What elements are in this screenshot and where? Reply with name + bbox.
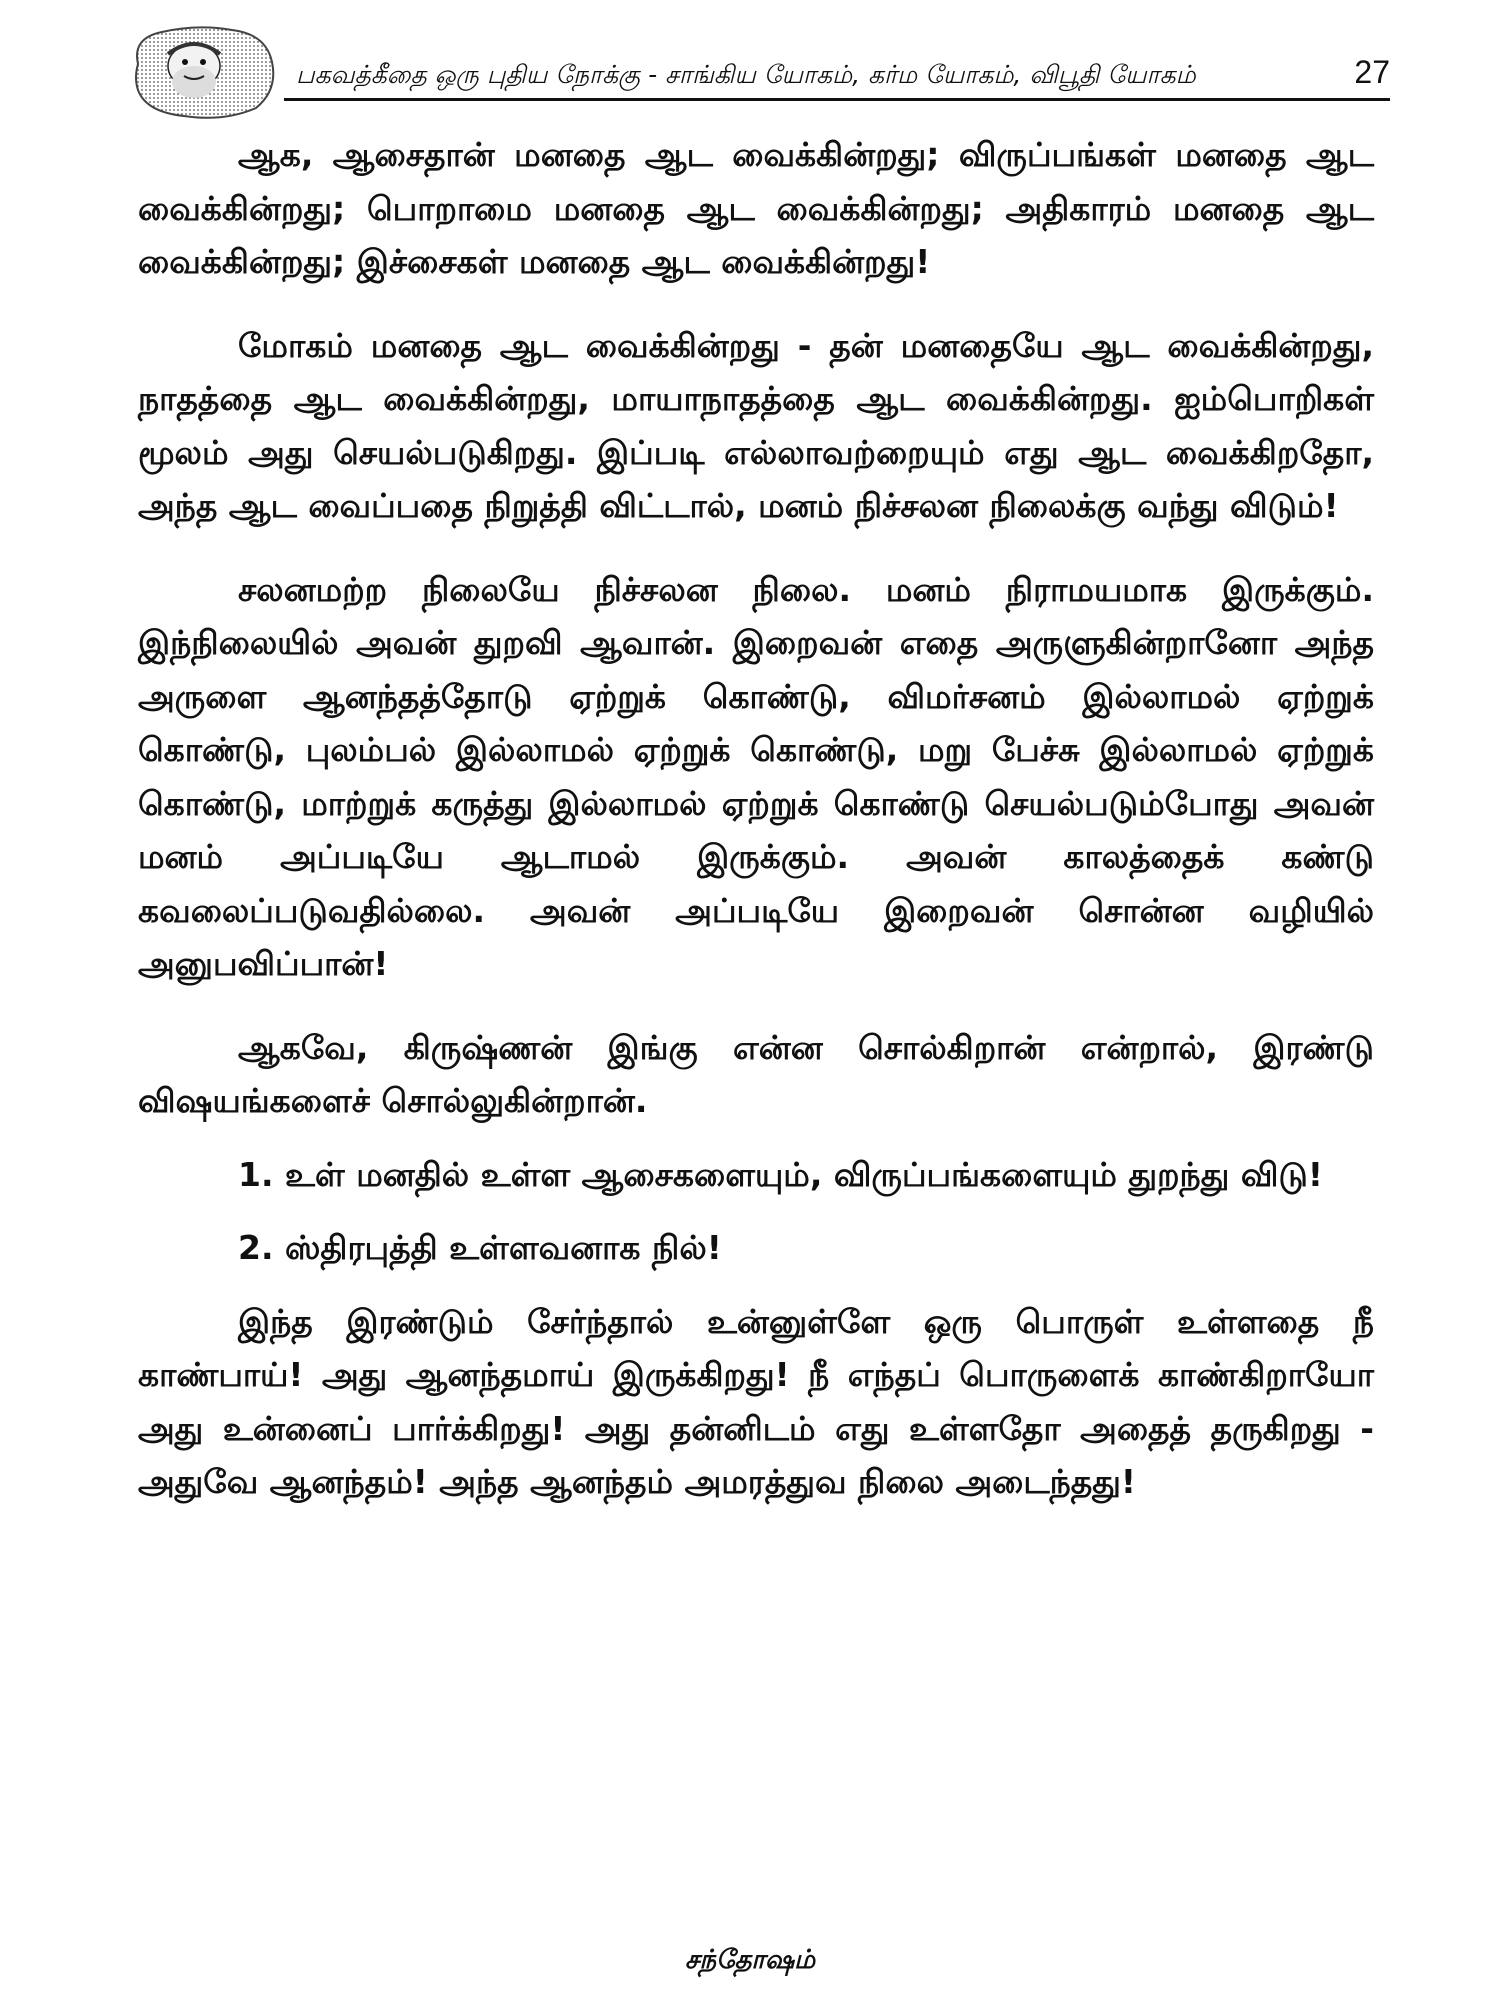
paragraph-3: சலனமற்ற நிலையே நிச்சலன நிலை. மனம் நிராமயமாக இருக்கும். இந்நிலையில் அவன் துறவி ஆவான். இறைவன் எதை அருளுகின்றானோ அந்த அருளை ஆனந்தத்தோடு ஏற்றுக் கொண்டு, விமர்சனம் இல்லாமல் ஏற்றுக் கொண்டு, புலம்பல் இல்லாமல் ஏற்றுக் கொண்டு, மறு பேச்சு இல்லாமல் ஏற்றுக் கொண்டு, மாற்றுக் கருத்து இல்லாமல் ஏற்றுக் கொண்டு செயல்படும்போது அவன் மனம் அப்படியே ஆடாமல் இருக்கும். அவன் காலத்தைக் கண்டு கவலைப்படுவதில்லை. அவன் அப்படியே இறைவன் சொன்ன வழியில் அனுபவிப்பான்! xyxy=(138,569,1374,983)
page-body xyxy=(138,128,1374,1539)
sage-portrait-icon xyxy=(128,24,278,120)
paragraph-2: மோகம் மனதை ஆட வைக்கின்றது - தன் மனதையே ஆட வைக்கின்றது, நாதத்தை ஆட வைக்கின்றது, மாயாநாதத்தை ஆட வைக்கின்றது. ஐம்பொறிகள் மூலம் அது செயல்படுகிறது. இப்படி எல்லாவற்றையும் எது ஆட வைக்கிறதோ, அந்த ஆட வைப்பதை நிறுத்தி விட்டால், மனம் நிச்சலன நிலைக்கு வந்து விடும்! xyxy=(138,325,1374,525)
list-item-1: 1. உள் மனதில் உள்ள ஆசைகளையும், விருப்பங்களையும் துறந்து விடு! xyxy=(238,1154,1323,1194)
page-number: 27 xyxy=(1354,54,1390,90)
page-footer: சந்தோஷம் xyxy=(684,1945,816,1975)
paragraph-4: ஆகவே, கிருஷ்ணன் இங்கு என்ன சொல்கிறான் என்றால், இரண்டு விஷயங்களைச் சொல்லுகின்றான். xyxy=(138,1027,1374,1120)
header-divider xyxy=(284,98,1390,101)
paragraph-5: இந்த இரண்டும் சேர்ந்தால் உன்னுள்ளே ஒரு பொருள் உள்ளதை நீ காண்பாய்! அது ஆனந்தமாய் இருக்கிறது! நீ எந்தப் பொருளைக் காண்கிறாயோ அது உன்னைப் பார்க்கிறது! அது தன்னிடம் எது உள்ளதோ அதைத் தருகிறது - அதுவே ஆனந்தம்! அந்த ஆனந்தம் அமரத்துவ நிலை அடைந்தது! xyxy=(138,1301,1374,1501)
paragraph-1: ஆக, ஆசைதான் மனதை ஆட வைக்கின்றது; விருப்பங்கள் மனதை ஆட வைக்கின்றது; பொறாமை மனதை ஆட வைக்கின்றது; அதிகாரம் மனதை ஆட வைக்கின்றது; இச்சைகள் மனதை ஆட வைக்கின்றது! xyxy=(138,135,1374,281)
page-header xyxy=(128,18,1390,118)
list-item-2: 2. ஸ்திரபுத்தி உள்ளவனாக நில்! xyxy=(238,1228,722,1267)
running-header-title: பகவத்கீதை ஒரு புதிய நோக்கு - சாங்கிய யோகம், கர்ம யோகம், விபூதி யோகம் xyxy=(296,60,1196,89)
